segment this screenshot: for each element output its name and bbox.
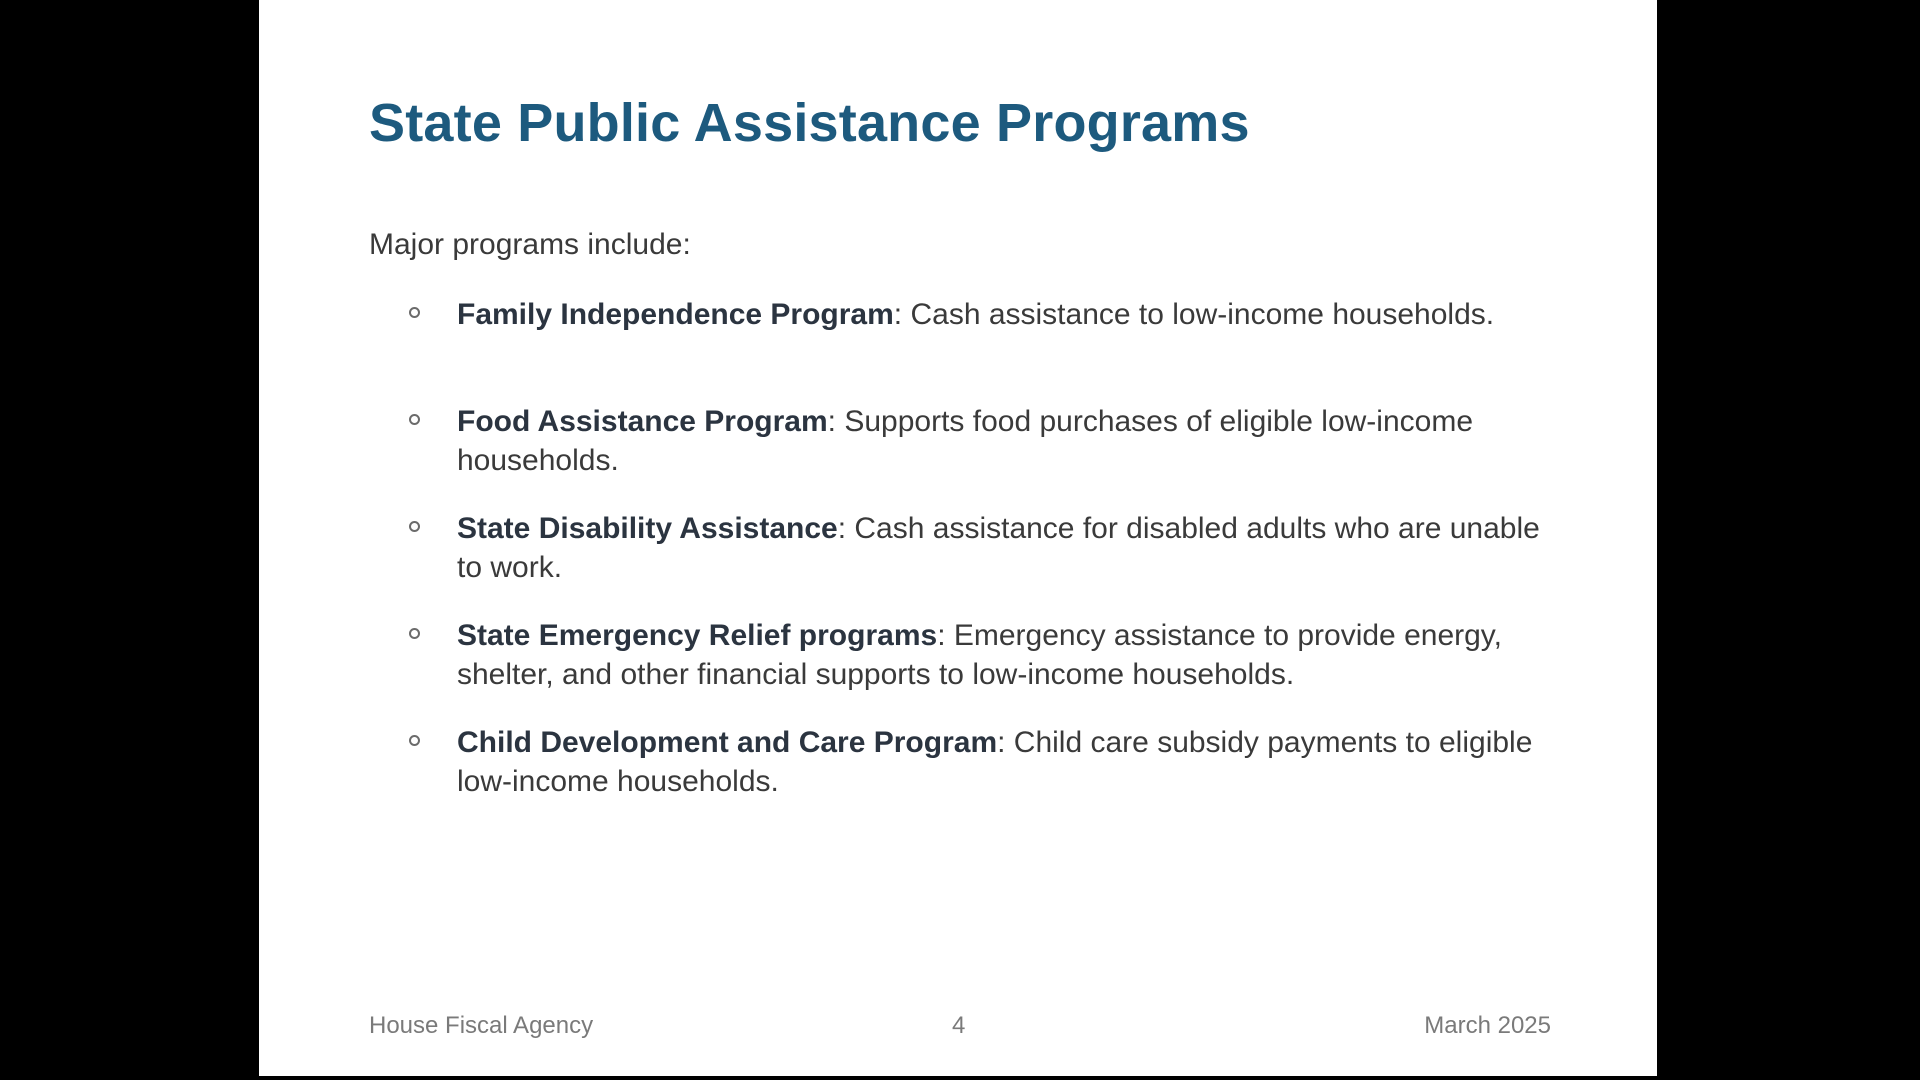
- list-item: [369, 723, 1569, 830]
- hollow-circle-bullet-icon: [409, 735, 420, 746]
- program-description: : Supports food purchases of eligible low-income households.: [457, 405, 1474, 477]
- hollow-circle-bullet-icon: [409, 628, 420, 639]
- list-item: [369, 402, 1569, 509]
- footer-page-number: 4: [952, 1012, 966, 1039]
- program-description: : Cash assistance for disabled adults who are unable to work.: [457, 512, 1540, 584]
- program-name: State Emergency Relief programs: [457, 619, 938, 652]
- list-item: [369, 295, 1569, 402]
- program-name: Family Independence Program: [457, 298, 894, 331]
- hollow-circle-bullet-icon: [409, 307, 420, 318]
- slide-title: State Public Assistance Programs: [369, 93, 1250, 153]
- list-item: [369, 509, 1569, 616]
- hollow-circle-bullet-icon: [409, 414, 420, 425]
- hollow-circle-bullet-icon: [409, 521, 420, 532]
- program-name: Food Assistance Program: [457, 405, 828, 438]
- program-description: : Cash assistance to low-income households.: [893, 298, 1495, 331]
- program-description: : Child care subsidy payments to eligible low-income households.: [457, 726, 1533, 798]
- list-item: [369, 616, 1569, 723]
- program-description: : Emergency assistance to provide energy, shelter, and other financial supports to low-income households.: [457, 619, 1502, 691]
- footer-date: March 2025: [1424, 1012, 1551, 1039]
- slide: [259, 0, 1657, 1076]
- program-name: Child Development and Care Program: [457, 726, 998, 759]
- program-name: State Disability Assistance: [457, 512, 838, 545]
- program-list: [369, 295, 1569, 830]
- footer-organization: House Fiscal Agency: [369, 1012, 594, 1039]
- intro-text: Major programs include:: [369, 228, 691, 261]
